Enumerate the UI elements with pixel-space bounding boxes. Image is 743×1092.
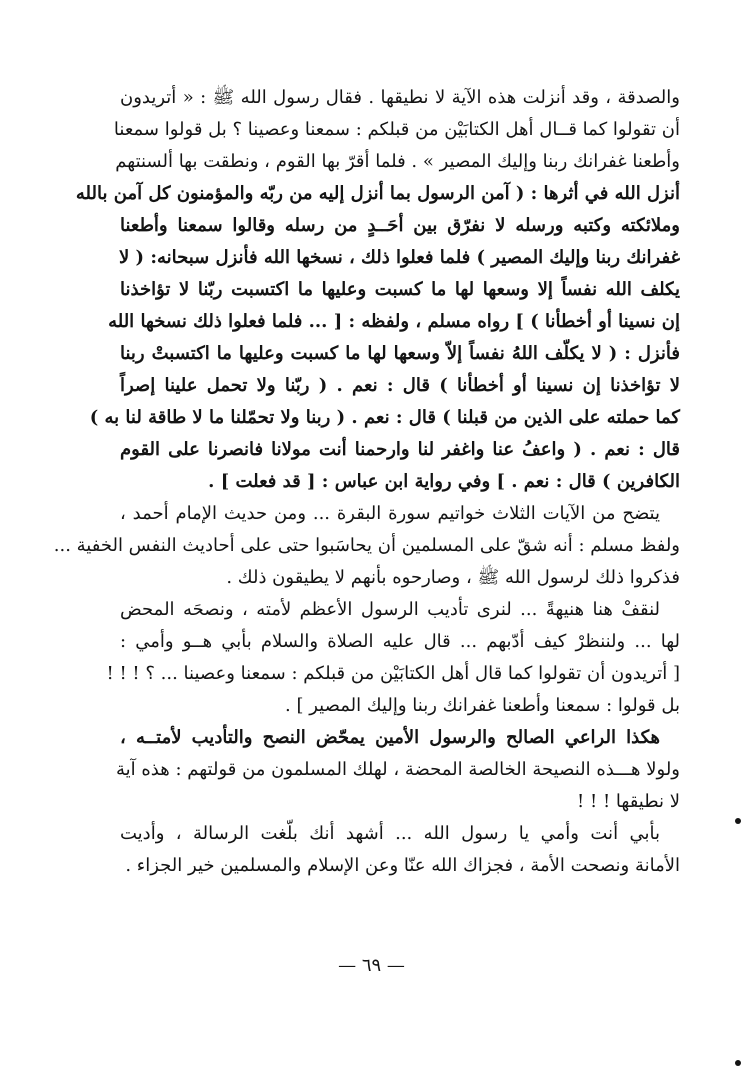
scan-speck <box>735 1060 741 1066</box>
page-number: — ٦٩ — <box>338 955 405 976</box>
text-line: يكلف الله نفساً إلا وسعها لها ما كسبت وعليها ما اكتسبت ربّنا لا تؤاخذنا <box>120 279 680 300</box>
text-line: الأمانة ونصحت الأمة ، فجزاك الله عنّا وعن الإسلام والمسلمين خير الجزاء . <box>125 855 680 876</box>
text-line: هكذا الراعي الصالح والرسول الأمين يمحّض النصح والتأديب لأمتــه ، <box>120 727 660 748</box>
text-line: غفرانك ربنا وإليك المصير ) فلما فعلوا ذلك ، نسخها الله فأنزل سبحانه: ( لا <box>119 247 680 268</box>
paragraph-commentary <box>53 498 680 594</box>
text-line: فذكروا ذلك لرسول الله ﷺ ، وصارحوه بأنهم لا يطيقون ذلك . <box>226 567 680 588</box>
paragraph-reflection <box>106 594 680 722</box>
text-line: فأنزل : ( لا يكلّف اللهُ نفساً إلاّ وسعها لها ما كسبت وعليها ما اكتسبتْ ربنا <box>120 343 680 364</box>
page-text-body <box>53 82 680 882</box>
text-line: لا تؤاخذنا إن نسينا أو أخطأنا ) قال : نعم . ( ربّنا ولا تحمل علينا إصراً <box>120 375 680 396</box>
text-line: بأبي أنت وأمي يا رسول الله ... أشهد أنك بلّغت الرسالة ، وأديت <box>120 823 660 844</box>
text-line: أن تقولوا كما قــال أهل الكتابَيْن من قبلكم : سمعنا وعصينا ؟ بل قولوا سمعنا <box>113 119 680 140</box>
paragraph-conclusion <box>115 722 680 818</box>
text-line: يتضح من الآيات الثلاث خواتيم سورة البقرة ... ومن حديث الإمام أحمد ، <box>120 503 660 524</box>
paragraph-closing <box>120 818 680 882</box>
text-line: لا نطيقها ! ! ! <box>577 791 680 812</box>
scan-speck <box>735 818 741 824</box>
text-line: لنقفْ هنا هنيهةً ... لنرى تأديب الرسول الأعظم لأمته ، ونصحَه المحض <box>120 599 660 620</box>
text-line: بل قولوا : سمعنا وأطعنا غفرانك ربنا وإليك المصير ] . <box>285 695 680 716</box>
text-line: الكافرين ) قال : نعم . ] وفي رواية ابن عباس : [ قد فعلت ] . <box>208 471 680 492</box>
text-line: والصدقة ، وقد أنزلت هذه الآية لا نطيقها . فقال رسول الله ﷺ : « أتريدون <box>120 87 680 108</box>
text-line: وأطعنا غفرانك ربنا وإليك المصير » . فلما أقرّ بها القوم ، ونطقت بها ألسنتهم <box>115 151 680 172</box>
paragraph-hadith-quote <box>75 82 680 498</box>
text-line: ولولا هـــذه النصيحة الخالصة المحضة ، لهلك المسلمون من قولتهم : هذه آية <box>115 759 680 780</box>
text-line: لها ... ولننظرْ كيف أدّبهم ... قال عليه الصلاة والسلام بأبي هــو وأمي : <box>120 631 680 652</box>
text-line: قال : نعم . ( واعفُ عنا واغفر لنا وارحمنا أنت مولانا فانصرنا على القوم <box>120 439 680 460</box>
text-line: وملائكته وكتبه ورسله لا نفرّق بين أحَــدٍ من رسله وقالوا سمعنا وأطعنا <box>120 215 680 236</box>
text-line: أنزل الله في أثرها : ( آمن الرسول بما أنزل إليه من ربّه والمؤمنون كل آمن بالله <box>75 183 680 204</box>
text-line: [ أتريدون أن تقولوا كما قال أهل الكتابَيْن من قبلكم : سمعنا وعصينا ... ؟ ! ! ! <box>106 663 680 684</box>
text-line: كما حملته على الذين من قبلنا ) قال : نعم . ( ربنا ولا تحمّلنا ما لا طاقة لنا به ) <box>89 407 680 428</box>
text-line: ولفظ مسلم : أنه شقّ على المسلمين أن يحاسَبوا حتى على أحاديث النفس الخفية ... <box>53 535 680 556</box>
text-line: إن نسينا أو أخطأنا ) ] رواه مسلم ، ولفظه : [ ... فلما فعلوا ذلك نسخها الله <box>108 311 680 332</box>
